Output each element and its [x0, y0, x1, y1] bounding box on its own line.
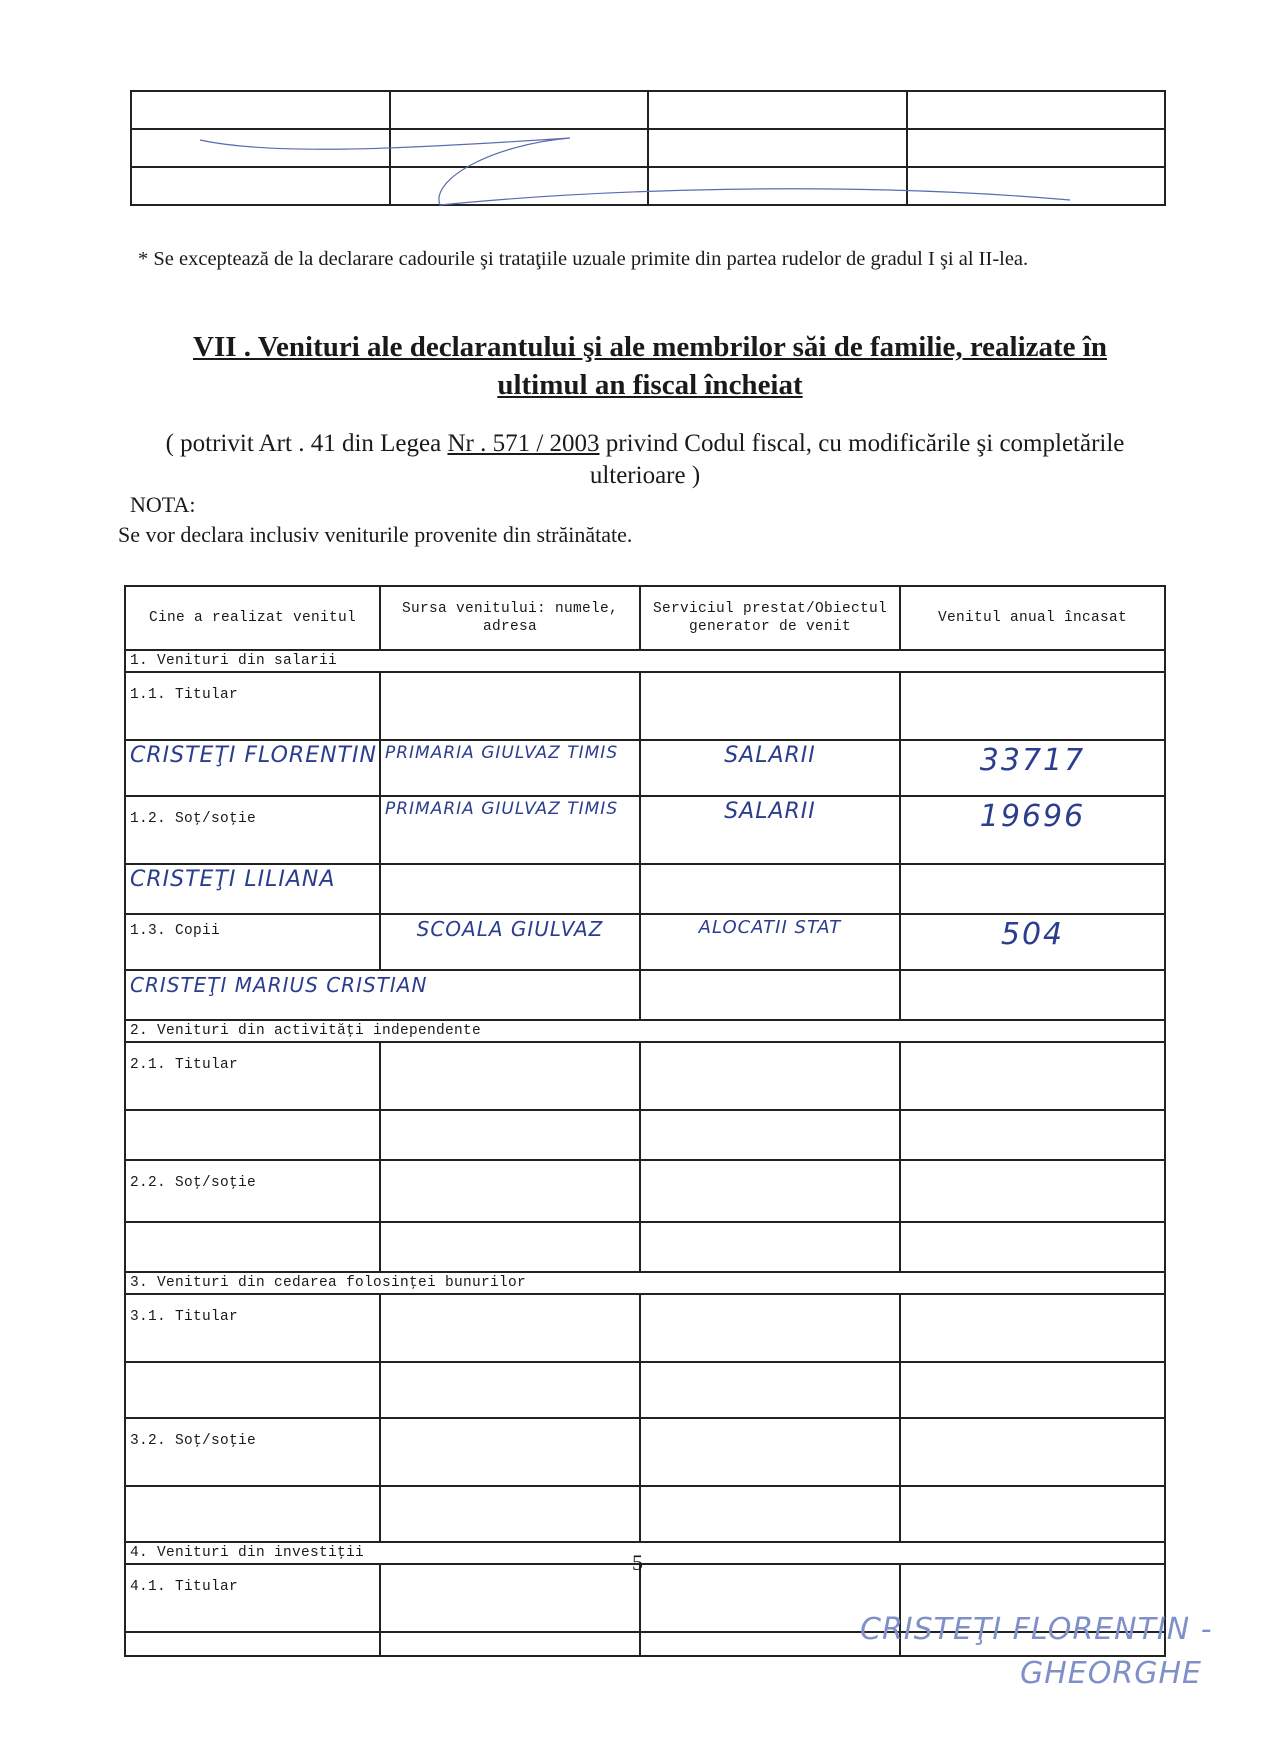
header-service: Serviciul prestat/Obiectul generator de venit — [640, 586, 900, 650]
handwritten-child-source: SCOALA GIULVAZ — [416, 917, 604, 941]
header-source: Sursa venitului: numele, adresa — [380, 586, 640, 650]
header-income: Venitul anual încasat — [900, 586, 1165, 650]
table-row — [125, 1362, 1165, 1418]
section-row — [125, 1020, 1165, 1042]
law-number: Nr . 571 / 2003 — [447, 430, 600, 457]
handwritten-spouse-source: PRIMARIA GIULVAZ TIMIS — [384, 799, 619, 819]
handwritten-spouse-name: CRISTEŢI LILIANA — [130, 867, 336, 892]
label-titular: 1.1. Titular — [125, 672, 380, 740]
previous-section-table — [130, 90, 1166, 206]
section-row — [125, 1272, 1165, 1294]
table-row — [125, 1222, 1165, 1272]
label-spouse: 2.2. Soţ/soţie — [125, 1160, 380, 1222]
handwritten-titular-name: CRISTEŢI FLORENTIN — [130, 743, 377, 768]
section-independent: 2. Venituri din activităţi independente — [125, 1020, 1165, 1042]
handwritten-child-income: 504 — [1000, 917, 1065, 952]
income-table — [124, 585, 1166, 1657]
table-row — [125, 914, 1165, 970]
handwritten-titular-source: PRIMARIA GIULVAZ TIMIS — [384, 743, 619, 763]
nota-label: NOTA: — [130, 492, 196, 517]
table-row — [131, 91, 1165, 129]
table-row — [125, 1042, 1165, 1110]
handwritten-titular-income: 33717 — [979, 743, 1086, 778]
handwritten-child-service: ALOCATII STAT — [698, 917, 842, 938]
table-header-row — [125, 586, 1165, 650]
handwritten-signature — [860, 1608, 1240, 1696]
table-row — [131, 167, 1165, 205]
table-row — [125, 1160, 1165, 1222]
handwritten-child-name: CRISTEŢI MARIUS CRISTIAN — [130, 973, 428, 997]
section-property-use: 3. Venituri din cedarea folosinţei bunurilor — [125, 1272, 1165, 1294]
label-children: 1.3. Copii — [125, 914, 380, 970]
table-row — [131, 129, 1165, 167]
handwritten-titular-service: SALARII — [724, 743, 816, 768]
section-investments: 4. Venituri din investiţii — [125, 1542, 1165, 1564]
table-row — [125, 796, 1165, 864]
label-titular: 2.1. Titular — [125, 1042, 380, 1110]
table-row — [125, 864, 1165, 914]
legal-ref-before: ( potrivit Art . 41 din Legea — [165, 430, 448, 457]
label-spouse: 3.2. Soţ/soţie — [125, 1418, 380, 1486]
label-spouse: 1.2. Soţ/soţie — [125, 796, 380, 864]
table-row — [125, 1486, 1165, 1542]
section-salaries: 1. Venituri din salarii — [125, 650, 1165, 672]
signature-line-1: CRISTEŢI FLORENTIN - — [860, 1612, 1213, 1647]
table-row — [125, 672, 1165, 740]
table-row — [125, 1418, 1165, 1486]
header-who: Cine a realizat venitul — [125, 586, 380, 650]
page-number: 5 — [632, 1550, 643, 1575]
table-row — [125, 1110, 1165, 1160]
label-titular: 3.1. Titular — [125, 1294, 380, 1362]
table-row — [125, 740, 1165, 796]
table-row — [125, 970, 1165, 1020]
table-row — [125, 1294, 1165, 1362]
signature-line-2: GHEORGHE — [1020, 1656, 1202, 1691]
footnote: * Se exceptează de la declarare cadourile şi trataţiile uzuale primite din partea rudelor de gradul I şi al II-lea. — [138, 248, 1029, 270]
label-titular: 4.1. Titular — [125, 1564, 380, 1632]
legal-ref-after: privind Codul fiscal, cu modificările şi completările ulterioare ) — [589, 430, 1125, 489]
handwritten-spouse-service: SALARII — [724, 799, 816, 824]
legal-reference — [140, 428, 1150, 492]
section-title: VII . Venituri ale declarantului şi ale membrilor săi de familie, realizate în ultimul an fiscal încheiat — [193, 331, 1107, 401]
nota-text: Se vor declara inclusiv veniturile provenite din străinătate. — [118, 522, 633, 547]
handwritten-spouse-income: 19696 — [979, 799, 1086, 834]
section-row — [125, 650, 1165, 672]
